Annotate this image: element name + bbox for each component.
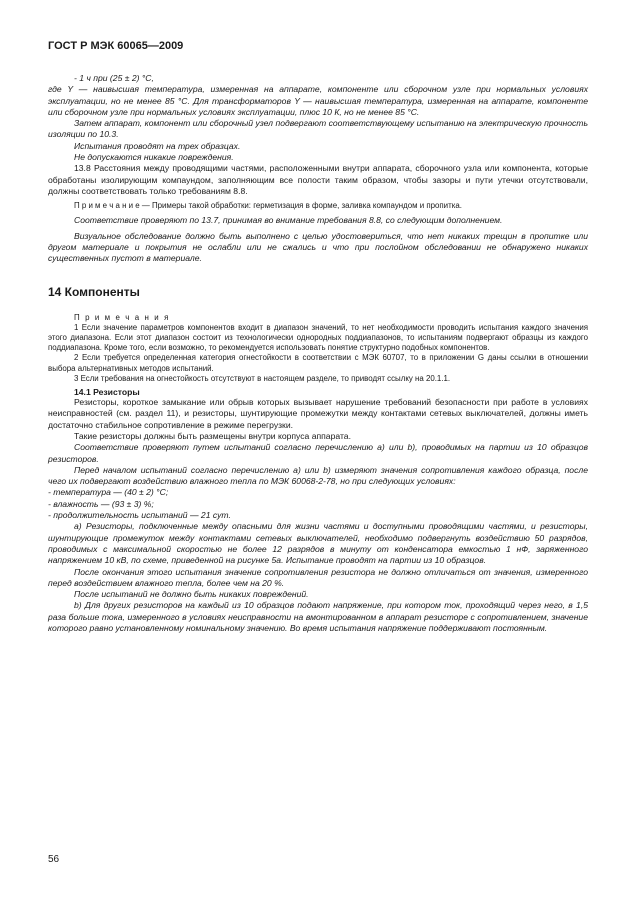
notes-heading: П р и м е ч а н и я [74,312,170,322]
page-number: 56 [48,854,60,865]
paragraph: Затем аппарат, компонент или сборочный узел подвергают соответствующему испытанию на электрическую прочность изоляции по 10.3. [48,118,588,140]
paragraph: где Y — наивысшая температура, измеренная на аппарате, компоненте или сборочном узле при нормальных условиях эксплуатации, но не менее 85 °С. Для трансформаторов Y — наивысшая температура, измеренная на аппарате, компоненте или сборочном узле при нормальных условиях эксплуатации, плюс 10 К, но не менее 85 °С. [48,84,588,117]
note: П р и м е ч а н и е — Примеры такой обработки: герметизация в форме, заливка компаундом и пропитка. [74,201,462,211]
subsection-heading: 14.1 Резисторы [74,387,140,398]
paragraph: Резисторы, короткое замыкание или обрыв которых вызывает нарушение требований безопасности при работе в условиях неисправностей (см. раздел 11), и резисторы, шунтирующие промежутки между контактами сетевых выключателей, должны иметь достаточно стабильное сопротивление в режиме перегрузки. [48,397,588,430]
paragraph: b) Для других резисторов на каждый из 10 образцов подают напряжение, при котором ток, проходящий через него, в 1,5 раза больше тока, измеренного в условиях неисправности на вмонтированном в аппарат резисторе с сопротивлением, значение которого равно установленному номинальному значению. Во время испытания напряжение поддерживают постоянным. [48,600,588,634]
section-heading: 14 Компоненты [48,284,140,299]
paragraph: а) Резисторы, подключенные между опасными для жизни частями и доступными проводящими частями, и резисторы, шунтирующие промежуток между контактами сетевых выключателей, необходимо подвергнуть воздействию 50 разрядов, проводимых с максимальной скоростью не более 12 разрядов в минуту от конденсатора емкостью 1 нФ, заряженного напряжением 10 кВ, по схеме, приведенной на рисунке 5а. Испытание проводят на партии из 10 образцов. [48,521,588,566]
list-item: - температура — (40 ± 2) °С; [48,487,169,498]
paragraph: Визуальное обследование должно быть выполнено с целью удостовериться, что нет никаких трещин в пропитке или другом материале и покрытия не ослабли или не сжались и что при послойном обследовании не обнаружено никаких существенных пустот в материале. [48,230,588,264]
paragraph: 13.8 Расстояния между проводящими частями, расположенными внутри аппарата, сборочного узла или компонента, которые обработаны изолирующим компаундом, заполняющим все полости таким образом, чтобы зазоры и пути утечки отсутствовали, должны соответствовать только требованиям 8.8. [48,163,588,196]
paragraph: Соответствие проверяют путем испытаний согласно перечислению а) или b), проводимых на партии из 10 образцов резисторов. [48,442,588,464]
paragraph: Такие резисторы должны быть размещены внутри корпуса аппарата. [74,430,351,441]
document-header: ГОСТ Р МЭК 60065—2009 [48,40,184,52]
paragraph: Перед началом испытаний согласно перечислению а) или b) измеряют значения сопротивления каждого образца, после чего их подвергают воздействию влажного тепла по МЭК 60068-2-78, но при следующих условиях: [48,464,588,487]
paragraph: После испытаний не должно быть никаких повреждений. [74,589,309,600]
paragraph: Соответствие проверяют по 13.7, принимая во внимание требования 8.8, со следующим дополнением. [74,215,503,226]
list-item: - влажность — (93 ± 3) %; [48,498,154,509]
list-item: - продолжительность испытаний — 21 сут. [48,510,231,521]
paragraph: После окончания этого испытания значение сопротивления резистора не должно отличаться от значения, измеренного перед воздействием влажного тепла, более чем на 20 %. [48,566,588,588]
note-item: 1 Если значение параметров компонентов входит в диапазон значений, то нет необходимости проводить испытания каждого значения этого диапазона. Если этот диапазон состоит из технологически однородных поддиапазонов, то испытаниям подвергают образцы из каждого поддиапазона. Кроме того, если возможно, то рекомендуется использовать понятие структурно подобных компонентов. [48,322,588,353]
paragraph: Не допускаются никакие повреждения. [74,152,234,163]
document-page [48,40,588,634]
note-item: 2 Если требуется определенная категория огнестойкости в соответствии с МЭК 60707, то в приложении G даны ссылки в отношении выбора альтернативных методов испытаний. [48,353,588,373]
paragraph: Испытания проводят на трех образцах. [74,140,241,151]
paragraph: - 1 ч при (25 ± 2) °С, [74,73,154,83]
note-item: 3 Если требования на огнестойкость отсутствуют в настоящем разделе, то приводят ссылку на 20.1.1. [74,373,451,383]
